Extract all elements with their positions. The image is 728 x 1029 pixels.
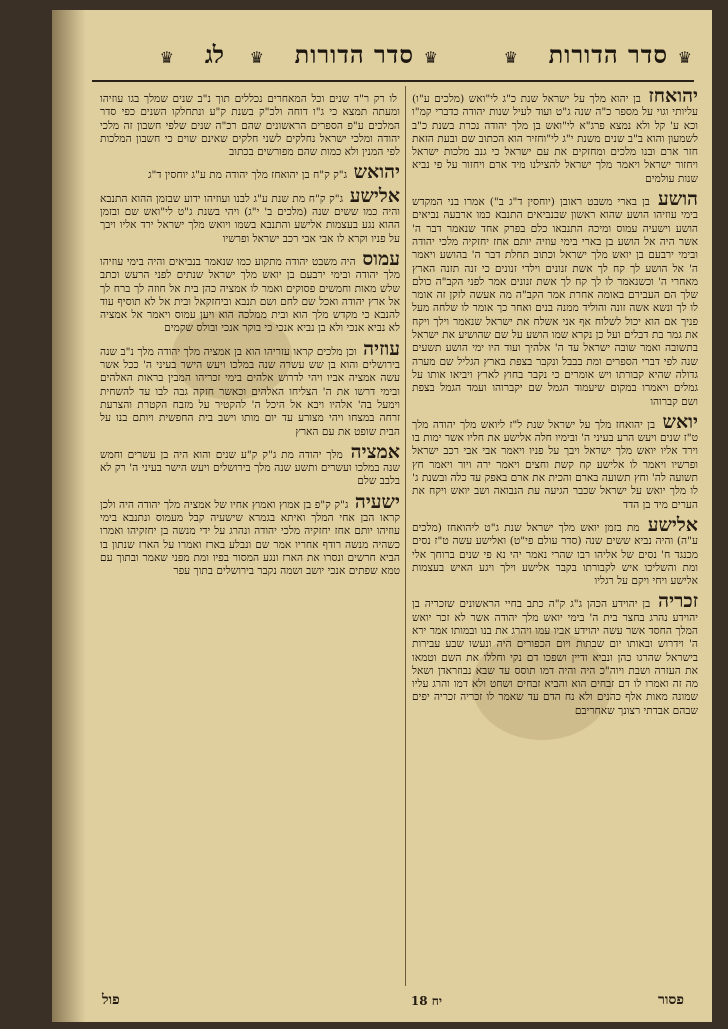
- entry-heading: יואש: [662, 410, 698, 433]
- entry-heading: יהואש: [353, 161, 400, 184]
- entry: [100, 339, 400, 439]
- column-divider: [405, 86, 406, 986]
- entry: [100, 86, 400, 159]
- entry: [100, 162, 400, 182]
- entry: [412, 86, 698, 186]
- entry-text: בן יהוידע הכהן ג"ג ק"ה כתב בחיי הראשונים שזכריה בן יהוידע נהרג בחצר בית ה' בימי יואש מלך יהודה אשר לא זכר יואש המלך החסד אשר עשה יהוידע אביו עמו ויהרג את בנו ובמותו אמר ירא ה' וידרוש ובאותו יום שבתות ויום הכפורים היה ונעשו שבע עבירות בישראל שהרגו כהן ונביא ודיין ושפכו דם נקי וחללו את השם וטמאו את העזרה ושבת ויוה"כ היה והיה דמו תוסס עד שבא נבוזראדן ושאל מה זה ואמרו לו דם זבחים הוא והביא זבחים ושחט ולא דמו והרג עליו שמונה מאות אלף כהנים ולא נח הדם עד שאמר לו זכריה זכריה יפים שבהם אבדתי רצונך שאחריבם: [412, 598, 698, 717]
- entry-heading: אלישע: [647, 513, 698, 536]
- entry-text: מלך יהודה מת ג"ק ק"ע שנים והוא היה בן עשרים וחמש שנה במלכו ועשרים ותשע שנה מלך בירושלים ויעש הישר בעיני ה' רק לא בלבב שלם: [100, 448, 400, 488]
- crown-ornament-icon: ♛: [249, 48, 264, 67]
- entry-heading: הושע: [657, 188, 698, 211]
- crown-ornament-icon: ♛: [677, 48, 692, 67]
- entry: [412, 591, 698, 718]
- header-title-left: סדר הדורות: [294, 40, 414, 69]
- entry-heading: עוזיה: [363, 337, 400, 360]
- entry: [412, 515, 698, 588]
- entry-text: לו רק ר"ד שנים וכל המאחרים נכללים תוך נ"ב שנים שמלך בגו עוזיהו ומעתה תמצא כי ג"ו דוחה ולכ"ק בשנת ק"ע ונתחלקו השנים כפי סדר המלכים ע"פ הספרים הראשונים שהם רכ"ה שנים שלפי חשבון זה מלכי יהודה ומלכי ישראל נחלקים לשני חלקים שאינם שוים כי חשבון המלכות לפי המנין ולא כמות שהם מפורשים בכתוב: [100, 93, 400, 159]
- page-number: לג: [204, 40, 224, 69]
- sheet-number: 18: [410, 994, 428, 1008]
- footer-catchword: פסור: [657, 992, 684, 1008]
- entry: [412, 189, 698, 409]
- book-page: [52, 10, 712, 1022]
- footer-left-word: פול: [102, 992, 120, 1008]
- right-text-column: [412, 86, 698, 986]
- entry-heading: עמוס: [362, 247, 400, 270]
- entry-text: היה משבט יהודה מתקוע כמו שנאמר בנביאים והיה בימי עוזיהו מלך יהודה ובימי ירבעם בן יואש מלך ישראל שנתים לפני הרעש וכתב שלש מאות וחמשים פסוקים ואמר לו אמציה כהן בית אל חוזה לך ברח לך אל ארץ יהודה ואכל שם לחם ושם תנבא וביחזקאל ובית אל לא תוסיף עוד להנבא כי מקדש מלך הוא ובית ממלכה הוא ויען עמוס ויאמר אל אמציה לא נביא אנכי ולא בן נביא אנכי כי בוקר אנכי ובולס שקמים: [100, 255, 400, 335]
- entry-text: בן בארי משבט ראובן (יוחסין ד"ג ב") אמרו בני המקדש בימי עוזיהו הושע שהוא ראשון שבנביאים התנבא כמו ארבעה נביאים הושע וישעיה עמוס ומיכה התנבאו כלם בפרק אחד שנאמר דבר ה' אשר היה אל הושע בן בארי בימי עוזיה יותם אחז יחזקיה מלכי יהודה ובימי ירבעם בן יואש מלך ישראל וכתוב תחלת דבר ה' בהושע ויאמר ה' אל הושע לך קח לך אשת זנונים וילדי זנונים כי זנה תזנה הארץ מאחרי ה' וכשנאמר לו לך קח לך אשת זנונים אמר לפני הקב"ה כולם שלך הם העבירם באומה אחרת אמר הקב"ה מה אעשה לזקן זה אומר לו לך ונשא אשה זונה והוליד ממנה בנים ואחר כך אומר לו שלחה מעל פניך אם הוא יכול לשלוח אף אני אשלח את ישראל שנאמר וילך ויקח את גמר בת דבלים ועל כן נקרא שמו הושע על שם שהושיע את ישראל בתשובה ואמר שובה ישראל עד ה' אלהיך ועוד היו ימי הושע תשעים שנה לפי דברי הספרים ומת בבבל ונקבר בצפת בארץ הגליל שם מערה גדולה שהיא קבורתו ויש אומרים כי נקבר בחוץ לארץ ויביאו אותו על גמלים ויאמרו במקום שיעמוד הגמל שם יקברוהו ועמד הגמל בצפת ושם קברוהו: [412, 196, 698, 408]
- header-title-right: סדר הדורות: [548, 40, 668, 69]
- entry-text: בן יהוא מלך על ישראל שנת כ"ג לי"ואש (מלכים ע"ו) עליותי וגוי על מספר כ"ה שנה ג"ט ועוד לעיל שנות יהודה כדברי קמ"ו וכא ע' קל ולא נמצא פרג"א לי"ואש בן מלך יהודה נכרת בשנת כ"ב לשמעון והוא ב"ב שנים משנת י"ג לי"וחזיר הוא הכתוב שם ובעת הזאת חזר ארם ובנו מלכים ומחזקים את עם ישראל כי גנב מלכות ישראל ויחזור ישראל ויאמר מלך ישראל להצילנו מיד ארם ויחזור על פי נביא שנות עולמים: [412, 93, 698, 185]
- crown-ornament-icon: ♛: [159, 48, 174, 67]
- binding-shadow: [52, 10, 86, 1022]
- entry-heading: זכריה: [658, 590, 698, 613]
- header-rule: [92, 80, 694, 82]
- crown-ornament-icon: ♛: [423, 48, 438, 67]
- page-footer: [92, 992, 694, 1016]
- entry-text: וכן מלכים קראו עזריהו הוא בן אמציה מלך יהודה מלך נ"ב שנה בירושלים והוא בן שש עשרה שנה במלכו ויעש הישר בעיני ה' ככל אשר עשה אמציה אביו ויהי לדרוש אלהים בימי זכריהו המבין בראות האלהים ובימי דרשו את ה' הצליחו האלהים וכאשר חזקה גבה לבו עד להשחית וימעל בה' אלהיו ויבא אל היכל ה' להקטיר על מזבח הקטרת והצרעת זרחה במצחו ויהי מצורע עד יום מותו וישב בית החפשית ויותם בנו על הבית שופט את עם הארץ: [100, 345, 400, 438]
- crown-ornament-icon: ♛: [503, 48, 518, 67]
- entry-text: ג"ק ק"פ בן אמוץ ואמוץ אחיו של אמציה מלך יהודה היה ולכן קראו הבן אחי המלך ואיתא בגמרא שישעיה קבל מעמוס ונתנבא בימי עוזיהו יותם אחז יחזקיה מלכי יהודה ונהרג על ידי מנשה בן יחזקיהו ואמרו כשהיה מנשה רודף אחריו אמר שם ונבלע בארז ואמרו על הארז שנתון בו הביא חרשים ונסרו את הארז ונגע המסור בפיו ומת מפני שאמר ובתוך עם טמא שפתים אנכי יושב ושמה נקבר בירושלים בתוך עפר: [100, 498, 400, 578]
- entry-heading: אמציה: [350, 440, 400, 463]
- entry-heading: יהואחז: [648, 86, 698, 107]
- entry-text: בן יהואחז מלך על ישראל שנת ל"ז ליואש מלך יהודה מלך ט"ז שנים ויעש הרע בעיני ה' ובימיו חלה אלישע את חליו אשר ימות בו וירד אליו יואש מלך ישראל ויבך על פניו ויאמר אבי אבי רכב ישראל ופרשיו ויאמר לו אלישע קח קשת וחצים ויאמר ירה ויור ויאמר חץ תשועה לה' וחץ תשועה בארם והכית את ארם באפק עד כלה ובשנת ג' לו מלך יואש על ישראל שכבר הגיעה עת הנבואה ושב יואש ויקח את הערים מיד בן הדד: [412, 418, 698, 511]
- entry: [100, 492, 400, 579]
- entry: [100, 249, 400, 336]
- entry-text: ג"ק ק"ח מת שנת ע"ג לבנו ועוזיהו ידוע שבזמן ההוא התנבא והיה כמו ששים שנה (מלכים ב' י"ג) ויהי בשנת ג"ט לי"ואש שם ובזמן ההוא נגע בעצמות אלישע והתנבא בשמו ויואש מלך ישראל ירד אליו ויבך על פניו וקרא לו אבי אבי רכב ישראל ופרשיו: [100, 192, 400, 245]
- entry-text: ג"ק ק"ח בן יהואחז מלך יהודה מת ע"ג יוחסין ד"ג: [148, 169, 348, 182]
- entry-heading: אלישע: [349, 184, 400, 207]
- entry-text: מת בזמן יואש מלך ישראל שנת ג"ט ליהואחז (מלכים ע"ה) והיה נביא ששים שנה (סדר עולם פי"ט) ואלישע עשה ט"ז נסים מכנגד ח' נסים של אליהו רבו שהרי נאמר יהי נא פי שנים ברוחך אלי ומת והשליכו איש לקבורתו בקבר אלישע וילך ויגע האיש בעצמות אלישע ויחי ויקם על רגליו: [412, 521, 698, 588]
- footer-signature: [411, 994, 442, 1009]
- entry: [100, 442, 400, 489]
- entry: [412, 412, 698, 512]
- running-header: [92, 38, 694, 78]
- signature-letters: יח: [431, 994, 442, 1008]
- left-text-column: [100, 86, 400, 986]
- entry-heading: ישעיה: [354, 490, 400, 513]
- entry: [100, 186, 400, 246]
